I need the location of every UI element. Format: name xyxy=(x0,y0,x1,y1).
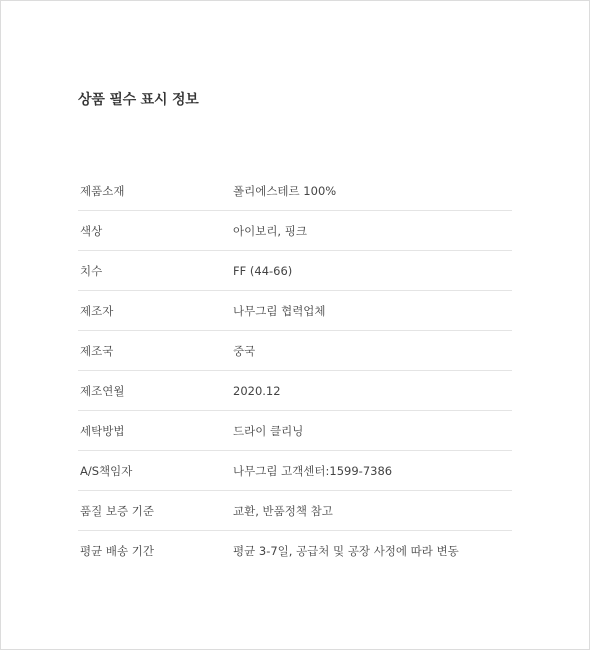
info-label: 세탁방법 xyxy=(80,424,125,438)
info-label: 제조연월 xyxy=(80,384,125,398)
info-value: 아이보리, 핑크 xyxy=(233,224,307,238)
info-value: FF (44-66) xyxy=(233,264,293,278)
info-row-manufacturer xyxy=(78,291,512,331)
info-label: 제품소재 xyxy=(80,184,125,198)
section-title: 상품 필수 표시 정보 xyxy=(78,92,199,108)
info-value: 2020.12 xyxy=(233,384,281,398)
info-row-quality-guarantee xyxy=(78,491,512,531)
info-value: 드라이 클리닝 xyxy=(233,424,304,438)
info-row-as-contact xyxy=(78,451,512,491)
info-label: 색상 xyxy=(80,224,103,238)
info-value: 나무그림 협력업체 xyxy=(233,304,326,318)
info-row-delivery-period xyxy=(78,531,512,571)
info-row-size xyxy=(78,251,512,291)
info-label: 제조국 xyxy=(80,344,114,358)
info-value: 평균 3-7일, 공급처 및 공장 사정에 따라 변동 xyxy=(233,544,459,558)
info-label: A/S책임자 xyxy=(80,464,133,478)
info-row-material xyxy=(78,171,512,211)
info-label: 제조자 xyxy=(80,304,114,318)
info-label: 품질 보증 기준 xyxy=(80,504,154,518)
info-value: 중국 xyxy=(233,344,256,358)
info-row-color xyxy=(78,211,512,251)
info-row-manufacture-date xyxy=(78,371,512,411)
info-label: 치수 xyxy=(80,264,103,278)
info-value: 폴리에스테르 100% xyxy=(233,184,337,198)
info-label: 평균 배송 기간 xyxy=(80,544,154,558)
info-value: 나무그림 고객센터:1599-7386 xyxy=(233,464,393,478)
info-value: 교환, 반품정책 참고 xyxy=(233,504,333,518)
info-row-country xyxy=(78,331,512,371)
info-row-washing xyxy=(78,411,512,451)
product-info-table xyxy=(78,171,512,571)
